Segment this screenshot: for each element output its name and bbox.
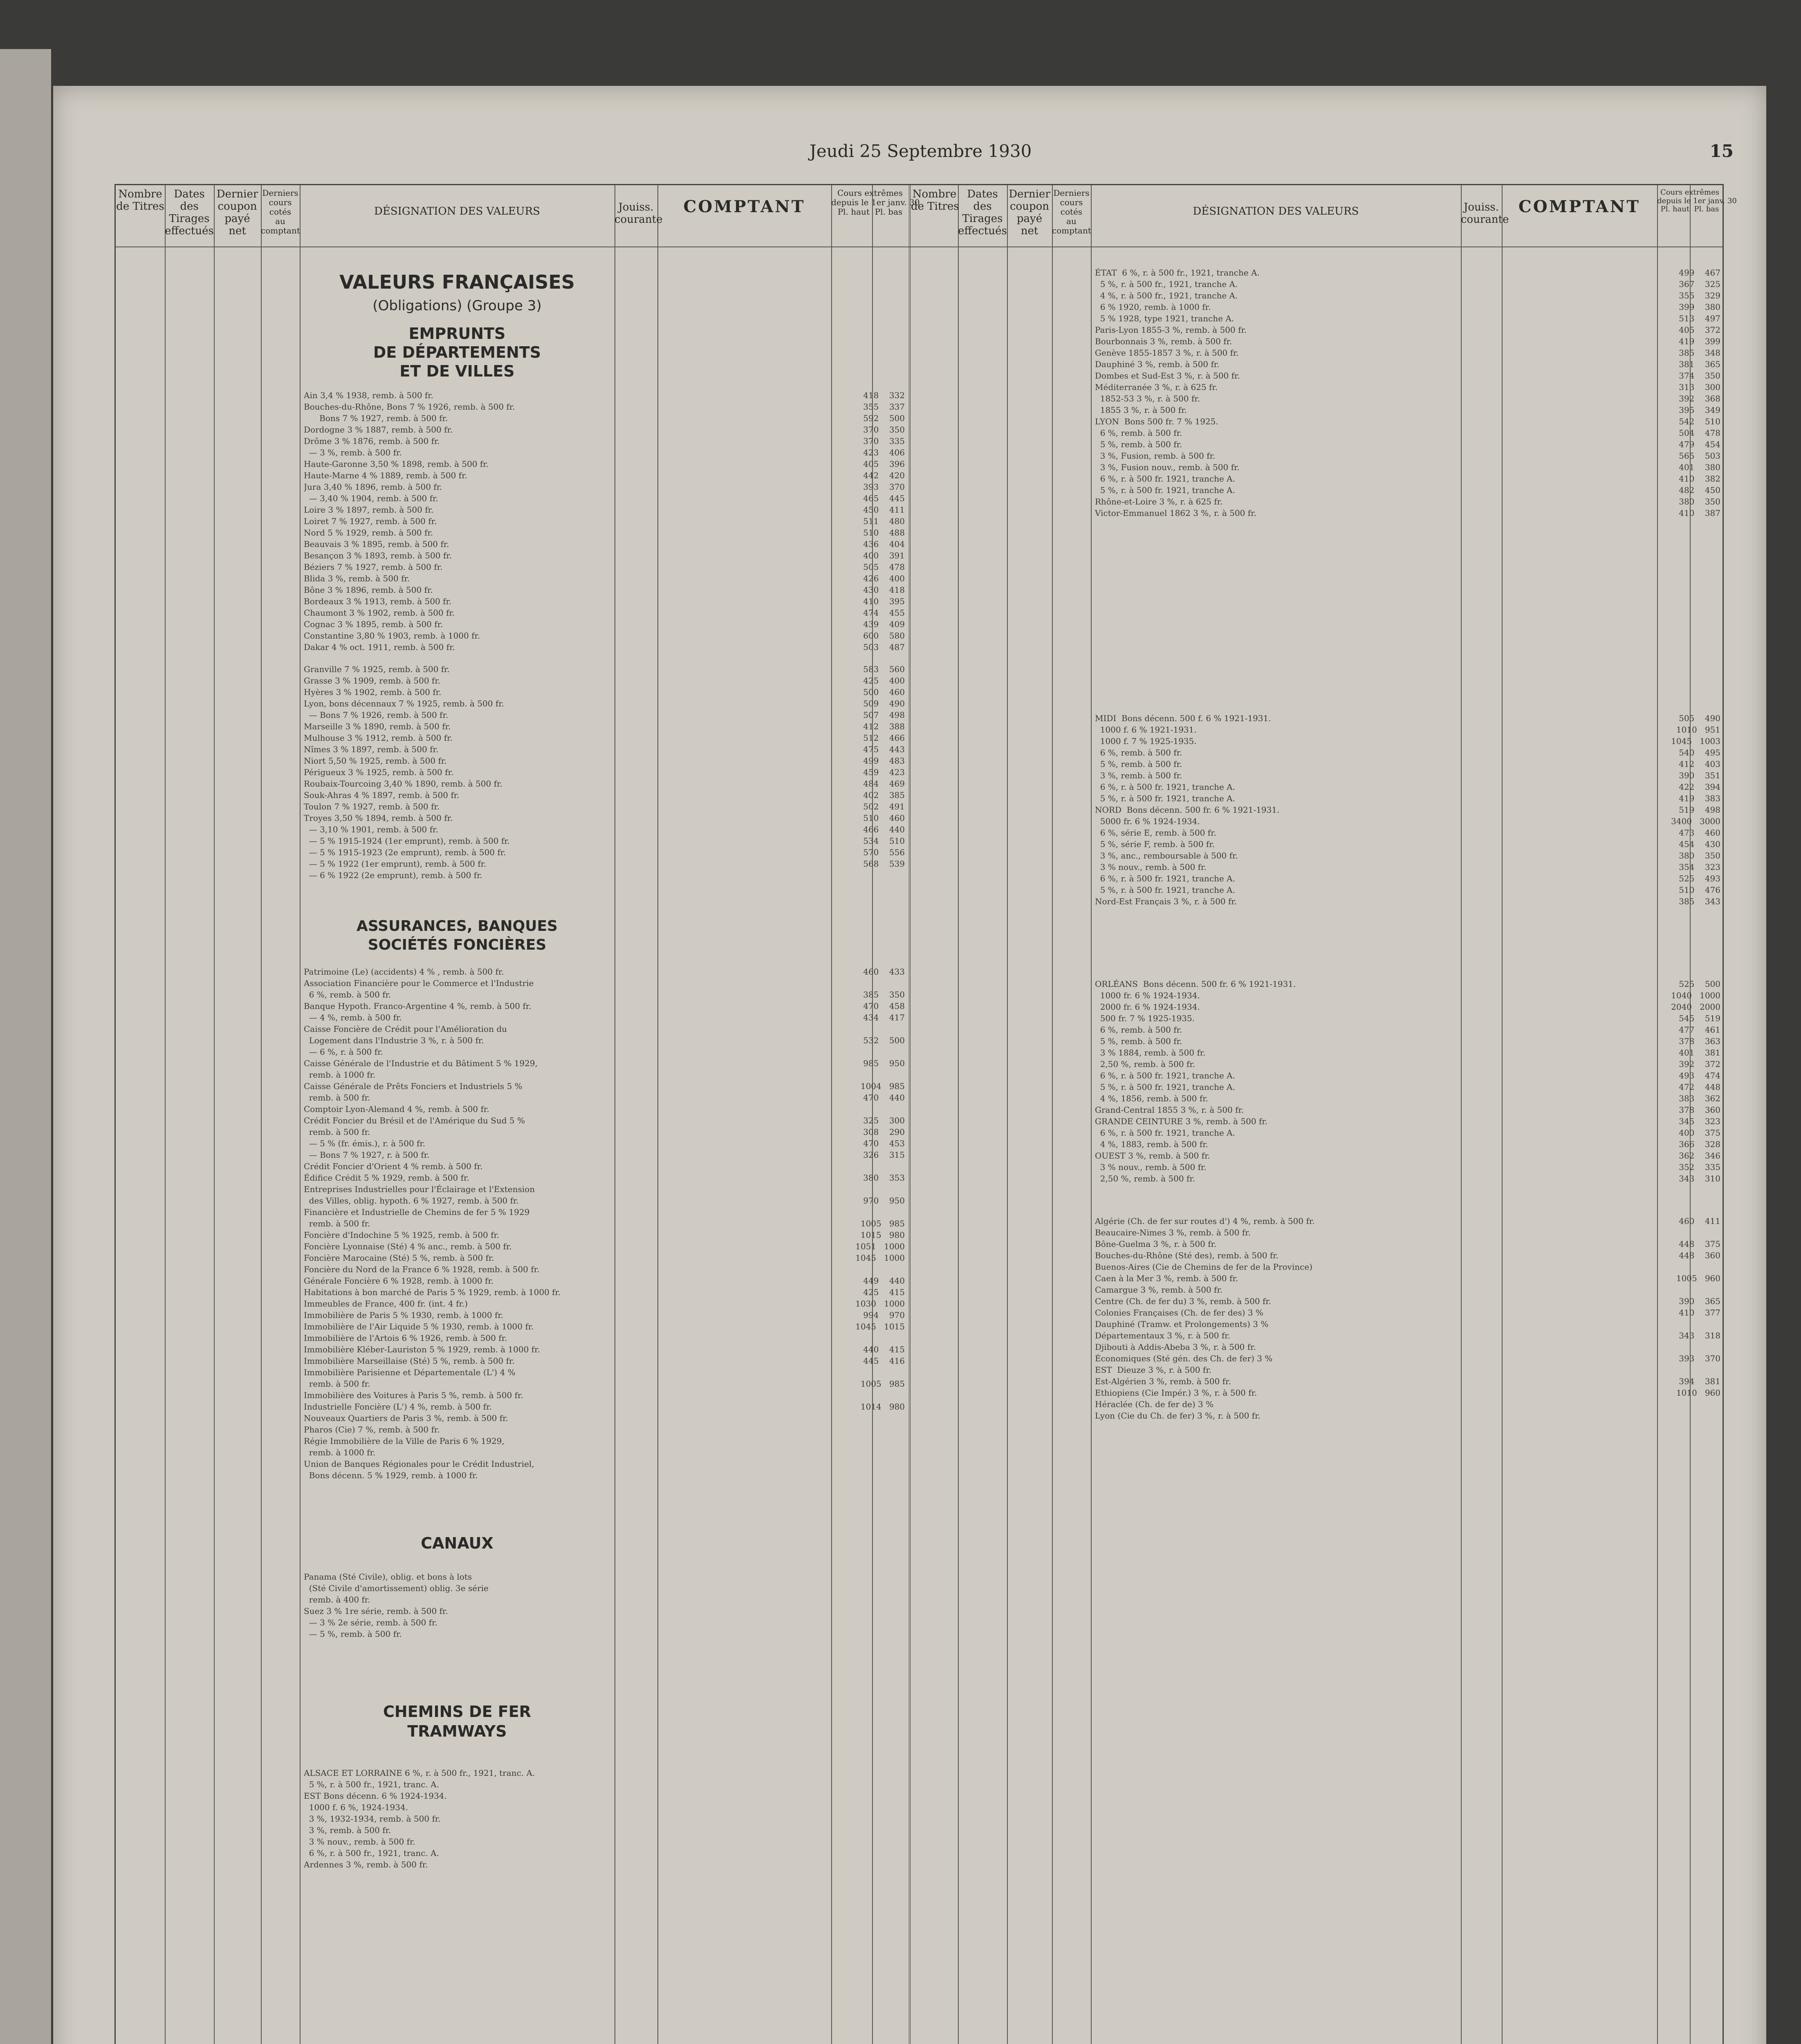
center-divider	[909, 185, 911, 2044]
hdr-nombre: Nombre de Titres	[911, 188, 959, 213]
hdr-derniers-cours: Derniers cours cotés au comptant	[1052, 188, 1091, 235]
page-number: 15	[1709, 141, 1734, 161]
facing-page-edge	[0, 49, 51, 2044]
hdr-jouissance: Jouiss. courante	[615, 201, 663, 226]
page-date: Jeudi 25 Septembre 1930	[810, 141, 1032, 161]
emprunts-villes-list: Granville 7 % 1925, remb. à 500 fr. Grasse 3 % 1909, remb. à 500 fr. Hyères 3 % 1902, remb. à 500 fr. Lyon, bons décennaux 7 % 1925, remb. à 500 fr. — Bons 7 % 1926, remb. à 500 fr. Marseille 3 % 1890, remb. à 500 fr. Mulhouse 3 % 1912, remb. à 500 fr. Nîmes 3 % 1897, remb. à 500 fr. Niort 5,50 % 1925, remb. à 500 fr. Périgueux 3 % 1925, remb. à 500 fr. Roubaix-Tourcoing 3,40 % 1890, remb. à 500 fr. Souk-Ahras 4 % 1897, remb. à 500 fr. Toulon 7 % 1927, remb. à 500 fr. Troyes 3,50 % 1894, remb. à 500 fr. — 3,10 % 1901, remb. à 500 fr. — 5 % 1915-1924 (1er emprunt), remb. à 500 fr. — 5 % 1915-1923 (2e emprunt), remb. à 500 fr. — 5 % 1922 (1er emprunt), remb. à 500 fr. — 6 % 1922 (2e emprunt), remb. à 500 fr.	[304, 664, 510, 880]
chemins-list: ALSACE ET LORRAINE 6 %, r. à 500 fr., 1921, tranc. A. 5 %, r. à 500 fr., 1921, tranc. A. EST Bons décenn. 6 % 1924-1934. 1000 f. 6 %, 1924-1934. 3 %, 1932-1934, remb. à 500 fr. 3 %, remb. à 500 fr. 3 % nouv., remb. à 500 fr. 6 %, r. à 500 fr., 1921, tranc. A. Ardennes 3 %, remb. à 500 fr.	[304, 1768, 535, 1869]
hdr-dates: Dates des Tirages effectués	[958, 188, 1007, 237]
col-rule	[657, 185, 658, 2044]
col-rule	[261, 185, 262, 2044]
hdr-comptant: COMPTANT	[1518, 197, 1640, 216]
hdr-jouissance: Jouiss. courante	[1461, 201, 1509, 226]
quotation-table	[114, 184, 1737, 2044]
col-rule	[1052, 185, 1053, 2044]
midi-nord-extremes: 505 490 1010 951 1045 1003 540 495 412 403 390 351 422 394 419 383 519 498 3400 3000 473 460 454 430 380 350 354 323 525 493 510 476 385 343	[1671, 713, 1720, 906]
section-title: ASSURANCES, BANQUES SOCIÉTÉS FONCIÈRES	[357, 918, 558, 953]
emprunts-villes-extremes: 583 560 425 400 500 460 509 490 507 498 412 388 512 466 475 443 499 483 459 423 484 469 402 385 502 491 510 460 466 440 534 510 570 556 568 539	[863, 664, 905, 869]
section-title: EMPRUNTS DE DÉPARTEMENTS ET DE VILLES	[373, 325, 541, 380]
hdr-dates: Dates des Tirages effectués	[165, 188, 214, 237]
hdr-designation: DÉSIGNATION DES VALEURS	[374, 205, 540, 217]
section-subtitle: (Obligations) (Groupe 3)	[372, 298, 542, 314]
col-rule	[214, 185, 215, 2044]
assurances-extremes: 460 433 385 350 470 458 434 417 532 500 985 950 1004 985 470 440 325 300 308 290 470 453 326 315 380 353 970 950 1005 985 1015 980 1051 1000 1045 1000 449 440 425 415 1030 1000 994 970 1045 1015 440 415 445 416 1005 985 1014 980	[855, 967, 905, 1412]
midi-nord-list: MIDI Bons décenn. 500 f. 6 % 1921-1931. 1000 f. 6 % 1921-1931. 1000 f. 7 % 1925-1935. 6 %, remb. à 500 fr. 5 %, remb. à 500 fr. 3 %, remb. à 500 fr. 6 %, r. à 500 fr. 1921, tranche A. 5 %, r. à 500 fr. 1921, tranche A. NORD Bons décenn. 500 fr. 6 % 1921-1931. 5000 fr. 6 % 1924-1934. 6 %, série E, remb. à 500 fr. 5 %, série F, remb. à 500 fr. 3 %, anc., remboursable à 500 fr. 3 % nouv., remb. à 500 fr. 6 %, r. à 500 fr. 1921, tranche A. 5 %, r. à 500 fr. 1921, tranche A. Nord-Est Français 3 %, r. à 500 fr.	[1095, 713, 1280, 906]
orleans-ouest-list: ORLÉANS Bons décenn. 500 fr. 6 % 1921-1931. 1000 fr. 6 % 1924-1934. 2000 fr. 6 % 1924-1934. 500 fr. 7 % 1925-1935. 6 %, remb. à 500 fr. 5 %, remb. à 500 fr. 3 % 1884, remb. à 500 fr. 2,50 %, remb. à 500 fr. 6 %, r. à 500 fr. 1921, tranche A. 5 %, r. à 500 fr. 1921, tranche A. 4 %, 1856, remb. à 500 fr. Grand-Central 1855 3 %, r. à 500 fr. GRANDE CEINTURE 3 %, remb. à 500 fr. 6 %, r. à 500 fr. 1921, tranche A. 4 %, 1883, remb. à 500 fr. OUEST 3 %, remb. à 500 fr. 3 % nouv., remb. à 500 fr. 2,50 %, remb. à 500 fr.	[1095, 979, 1296, 1183]
hdr-dernier-coupon: Dernier coupon payé net	[1009, 188, 1050, 237]
section-title: VALEURS FRANÇAISES	[339, 271, 575, 293]
col-rule	[831, 185, 832, 2044]
page-header	[53, 137, 1766, 170]
col-rule	[1091, 185, 1092, 2044]
hdr-dernier-coupon: Dernier coupon payé net	[216, 188, 258, 237]
hdr-comptant: COMPTANT	[683, 197, 805, 216]
hdr-cours-extremes: Cours extrêmes depuis le 1er janv. 30 Pl. haut Pl. bas	[831, 188, 920, 217]
col-rule	[1007, 185, 1008, 2044]
chemins-divers-list: Algérie (Ch. de fer sur routes d') 4 %, remb. à 500 fr. Beaucaire-Nimes 3 %, remb. à 500 fr. Bône-Guelma 3 %, r. à 500 fr. Bouches-du-Rhône (Sté des), remb. à 500 fr. Buenos-Aires (Cie de Chemins de fer de la Province) Caen à la Mer 3 %, remb. à 500 fr. Camargue 3 %, remb. à 500 fr. Centre (Ch. de fer du) 3 %, remb. à 500 fr. Colonies Françaises (Ch. de fer des) 3 % Dauphiné (Tramw. et Prolongements) 3 % Départementaux 3 %, r. à 500 fr. Djibouti à Addis-Abeba 3 %, r. à 500 fr. Économiques (Sté gén. des Ch. de fer) 3 % EST Dieuze 3 %, r. à 500 fr. Est-Algérien 3 %, remb. à 500 fr. Ethiopiens (Cie Impér.) 3 %, r. à 500 fr. Héraclée (Ch. de fer de) 3 % Lyon (Cie du Ch. de fer) 3 %, r. à 500 fr.	[1095, 1216, 1315, 1421]
col-rule	[958, 185, 959, 2044]
etat-lyon-extremes: 499 467 367 325 355 329 399 380 513 497 405 372 419 399 385 348 381 365 374 350 313 300 392 368 395 349 542 510 504 478 479 454 565 503 401 380 410 382 482 450 380 350 410 387	[1679, 268, 1720, 518]
hdr-nombre: Nombre de Titres	[116, 188, 164, 213]
section-title: CANAUX	[421, 1534, 493, 1552]
col-rule	[1657, 185, 1658, 2044]
emprunts-extremes: 418 332 355 337 592 500 370 350 370 335 423 406 405 396 442 420 393 370 465 445 450 411 511 480 510 488 436 404 400 391 505 478 426 400 430 418 410 395 474 455 439 409 600 580 503 487	[863, 390, 905, 652]
hdr-derniers-cours: Derniers cours cotés au comptant	[261, 188, 300, 235]
col-rule	[1461, 185, 1462, 2044]
canaux-list: Panama (Sté Civile), oblig. et bons à lots (Sté Civile d'amortissement) oblig. 3e série remb. à 400 fr. Suez 3 % 1re série, remb. à 500 fr. — 3 % 2e série, remb. à 500 fr. — 5 %, remb. à 500 fr.	[304, 1572, 489, 1639]
hdr-cours-extremes: Cours extrêmes depuis le 1er janv. 30 Pl. haut Pl. bas	[1657, 188, 1737, 214]
col-rule	[300, 185, 301, 2044]
chemins-divers-extremes: 460 411 448 375 448 360 1005 960 390 365 410 377 343 318 393 370 394 381 1010 960	[1676, 1216, 1720, 1398]
hdr-designation: DÉSIGNATION DES VALEURS	[1193, 205, 1359, 217]
col-rule	[1502, 185, 1503, 2044]
etat-lyon-list: ÉTAT 6 %, r. à 500 fr., 1921, tranche A. 5 %, r. à 500 fr., 1921, tranche A. 4 %, r. à 500 fr., 1921, tranche A. 6 % 1920, remb. à 1000 fr. 5 % 1928, type 1921, tranche A. Paris-Lyon 1855-3 %, remb. à 500 fr. Bourbonnais 3 %, remb. à 500 fr. Genève 1855-1857 3 %, r. à 500 fr. Dauphiné 3 %, remb. à 500 fr. Dombes et Sud-Est 3 %, r. à 500 fr. Méditerranée 3 %, r. à 625 fr. 1852-53 3 %, r. à 500 fr. 1855 3 %, r. à 500 fr. LYON Bons 500 fr. 7 % 1925. 6 %, remb. à 500 fr. 5 %, remb. à 500 fr. 3 %, Fusion, remb. à 500 fr. 3 %, Fusion nouv., remb. à 500 fr. 6 %, r. à 500 fr. 1921, tranche A. 5 %, r. à 500 fr. 1921, tranche A. Rhône-et-Loire 3 %, r. à 625 fr. Victor-Emmanuel 1862 3 %, r. à 500 fr.	[1095, 268, 1260, 518]
assurances-list: Patrimoine (Le) (accidents) 4 % , remb. à 500 fr. Association Financière pour le Commerce et l'Industrie 6 %, remb. à 500 fr. Banque Hypoth. Franco-Argentine 4 %, remb. à 500 fr. — 4 %, remb. à 500 fr. Caisse Foncière de Crédit pour l'Amélioration du Logement dans l'Industrie 3 %, r. à 500 fr. — 6 %, r. à 500 fr. Caisse Générale de l'Industrie et du Bâtiment 5 % 1929, remb. à 1000 fr. Caisse Générale de Prêts Fonciers et Industriels 5 % remb. à 500 fr. Comptoir Lyon-Alemand 4 %, remb. à 500 fr. Crédit Foncier du Brésil et de l'Amérique du Sud 5 % remb. à 500 fr. — 5 % (fr. émis.), r. à 500 fr. — Bons 7 % 1927, r. à 500 fr. Crédit Foncier d'Orient 4 % remb. à 500 fr. Édifice Crédit 5 % 1929, remb. à 500 fr. Entreprises Industrielles pour l'Éclairage et l'Extension des Villes, oblig. hypoth. 6 % 1927, remb. à 500 fr. Financière et Industrielle de Chemins de fer 5 % 1929 remb. à 500 fr. Foncière d'Indochine 5 % 1925, remb. à 500 fr. Foncière Lyonnaise (Sté) 4 % anc., remb. à 500 fr. Foncière Marocaine (Sté) 5 %, remb. à 500 fr. Foncière du Nord de la France 6 % 1928, remb. à 500 fr. Générale Foncière 6 % 1928, remb. à 1000 fr. Habitations à bon marché de Paris 5 % 1929, remb. à 1000 fr. Immeubles de France, 400 fr. (int. 4 fr.) Immobilière de Paris 5 % 1930, remb. à 1000 fr. Immobilière de l'Air Liquide 5 % 1930, remb. à 1000 fr. Immobilière de l'Artois 6 % 1926, remb. à 500 fr. Immobilière Kléber-Lauriston 5 % 1929, remb. à 1000 fr. Immobilière Marseillaise (Sté) 5 %, remb. à 500 fr. Immobilière Parisienne et Départementale (L') 4 % remb. à 500 fr. Immobilière des Voitures à Paris 5 %, remb. à 500 fr. Industrielle Foncière (L') 4 %, remb. à 500 fr. Nouveaux Quartiers de Paris 3 %, remb. à 500 fr. Pharos (Cie) 7 %, remb. à 500 fr. Régie Immobilière de la Ville de Paris 6 % 1929, remb. à 1000 fr. Union de Banques Régionales pour le Crédit Industriel, Bons décenn. 5 % 1929, remb. à 1000 fr.	[304, 967, 561, 1480]
section-title: CHEMINS DE FER TRAMWAYS	[383, 1703, 531, 1740]
emprunts-list: Ain 3,4 % 1938, remb. à 500 fr. Bouches-du-Rhône, Bons 7 % 1926, remb. à 500 fr. Bons 7 % 1927, remb. à 500 fr. Dordogne 3 % 1887, remb. à 500 fr. Drôme 3 % 1876, remb. à 500 fr. — 3 %, remb. à 500 fr. Haute-Garonne 3,50 % 1898, remb. à 500 fr. Haute-Marne 4 % 1889, remb. à 500 fr. Jura 3,40 % 1896, remb. à 500 fr. — 3,40 % 1904, remb. à 500 fr. Loire 3 % 1897, remb. à 500 fr. Loiret 7 % 1927, remb. à 500 fr. Nord 5 % 1929, remb. à 500 fr. Beauvais 3 % 1895, remb. à 500 fr. Besançon 3 % 1893, remb. à 500 fr. Béziers 7 % 1927, remb. à 500 fr. Blida 3 %, remb. à 500 fr. Bône 3 % 1896, remb. à 500 fr. Bordeaux 3 % 1913, remb. à 500 fr. Chaumont 3 % 1902, remb. à 500 fr. Cognac 3 % 1895, remb. à 500 fr. Constantine 3,80 % 1903, remb. à 1000 fr. Dakar 4 % oct. 1911, remb. à 500 fr.	[304, 390, 515, 652]
col-rule	[165, 185, 166, 2044]
newspaper-page	[53, 86, 1766, 2044]
orleans-ouest-extremes: 525 500 1040 1000 2040 2000 545 519 477 461 378 363 401 381 392 372 493 474 472 448 383 362 378 360 345 323 400 375 366 328 362 346 352 335 343 310	[1671, 979, 1720, 1183]
